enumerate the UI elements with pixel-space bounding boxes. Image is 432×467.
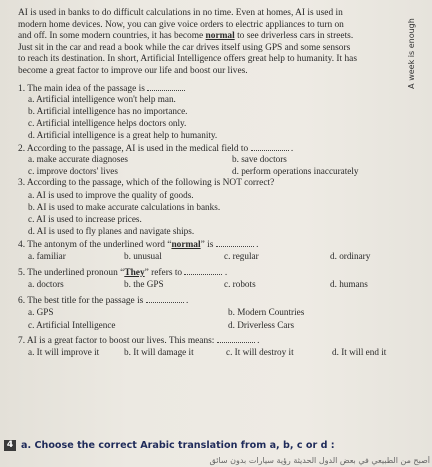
option[interactable]: a. familiar [28, 251, 66, 261]
question-text: 5. The underlined pronoun “ [18, 268, 125, 278]
side-label [396, 14, 426, 92]
option[interactable]: d. perform operations inaccurately [232, 166, 359, 176]
option[interactable]: a. make accurate diagnoses [28, 154, 128, 164]
option[interactable]: a. GPS [28, 307, 54, 317]
option[interactable]: a. AI is used to improve the quality of goods. [28, 190, 194, 200]
option[interactable]: b. AI is used to make accurate calculations in banks. [28, 202, 221, 212]
passage-line [18, 31, 390, 43]
option[interactable]: b. the GPS [124, 279, 164, 289]
option[interactable]: b. It will damage it [124, 347, 194, 357]
option[interactable]: c. Artificial intelligence helps doctors only. [28, 118, 187, 128]
question-text: 4. The antonym of the underlined word “ [18, 240, 172, 250]
option[interactable]: b. Artificial intelligence has no importance. [28, 106, 188, 116]
option[interactable]: d. ordinary [330, 251, 371, 261]
question-text: 7. AI is a great factor to boost our lives. This means: [18, 336, 217, 346]
underlined-word: normal [171, 240, 201, 250]
option[interactable]: d. Driverless Cars [228, 320, 295, 330]
passage-line-end: to see driverless cars in streets. [234, 31, 354, 42]
arabic-sentence: أصبح من الطبيعي في بعض الدول الحديثة رؤية سيارات بدون سائق [209, 456, 430, 465]
question-text-end: ” is [200, 240, 216, 250]
underlined-word: They [124, 268, 145, 278]
passage-line: become a great factor to improve our life and boost our lives. [18, 65, 248, 76]
option[interactable]: b. Modern Countries [228, 307, 305, 317]
question-text: 2. According to the passage, AI is used in the medical field to [18, 144, 251, 154]
option[interactable]: d. AI is used to fly planes and navigate ships. [28, 226, 195, 236]
question-5 [18, 266, 227, 279]
option[interactable]: a. It will improve it [28, 347, 100, 357]
side-label-text: A week is enough [406, 17, 416, 89]
passage-line-start: and off. In some modern countries, it has become [18, 31, 206, 42]
option[interactable]: a. Artificial intelligence won't help man. [28, 94, 176, 104]
option[interactable]: c. AI is used to increase prices. [28, 214, 142, 224]
option[interactable]: c. It will destroy it [226, 347, 294, 357]
option[interactable]: c. improve doctors' lives [28, 166, 118, 176]
option[interactable]: c. Artificial Intelligence [28, 320, 116, 330]
question-text-end: ” refers to [144, 268, 185, 278]
answer-blank[interactable] [147, 82, 185, 91]
passage-line: Just sit in the car and read a book while the car drives itself using GPS and some sensors [18, 42, 351, 53]
question-end: . [288, 144, 294, 154]
answer-blank[interactable] [251, 142, 289, 151]
reading-passage [18, 8, 390, 78]
question-text: 6. The best title for the passage is [18, 296, 146, 306]
question-end: . [222, 268, 228, 278]
option[interactable]: b. unusual [124, 251, 162, 261]
passage-line: modern home devices. Now, you can give voice orders to electric appliances to turn on [18, 19, 344, 30]
question-text: 1. The main idea of the passage is [18, 84, 148, 94]
option[interactable]: a. doctors [28, 279, 64, 289]
question-3: 3. According to the passage, which of the following is NOT correct? [18, 178, 275, 188]
question-7 [18, 334, 259, 347]
passage-line: to reach its destination. In short, Artificial Intelligence offers great help to humanity. It has [18, 54, 357, 65]
answer-blank[interactable] [216, 238, 254, 247]
option[interactable]: d. It will end it [332, 347, 387, 357]
question-end: . [183, 296, 189, 306]
question-end: . [254, 336, 260, 346]
answer-blank[interactable] [217, 334, 255, 343]
question-end: . [253, 240, 259, 250]
option[interactable]: d. Artificial intelligence is a great help to humanity. [28, 130, 218, 140]
option[interactable]: c. regular [224, 251, 259, 261]
section-instruction: a. Choose the correct Arabic translation from a, b, c or d : [21, 440, 335, 451]
answer-blank[interactable] [146, 294, 184, 303]
question-4 [18, 238, 258, 251]
section-number-badge: 4 [4, 440, 16, 451]
option[interactable]: b. save doctors [232, 154, 287, 164]
option[interactable]: d. humans [330, 279, 368, 289]
option[interactable]: c. robots [224, 279, 256, 289]
question-6 [18, 294, 188, 307]
passage-line: AI is used in banks to do difficult calculations in no time. Even at homes, AI is used in [18, 8, 343, 18]
underlined-word: normal [205, 31, 235, 42]
answer-blank[interactable] [184, 266, 222, 275]
